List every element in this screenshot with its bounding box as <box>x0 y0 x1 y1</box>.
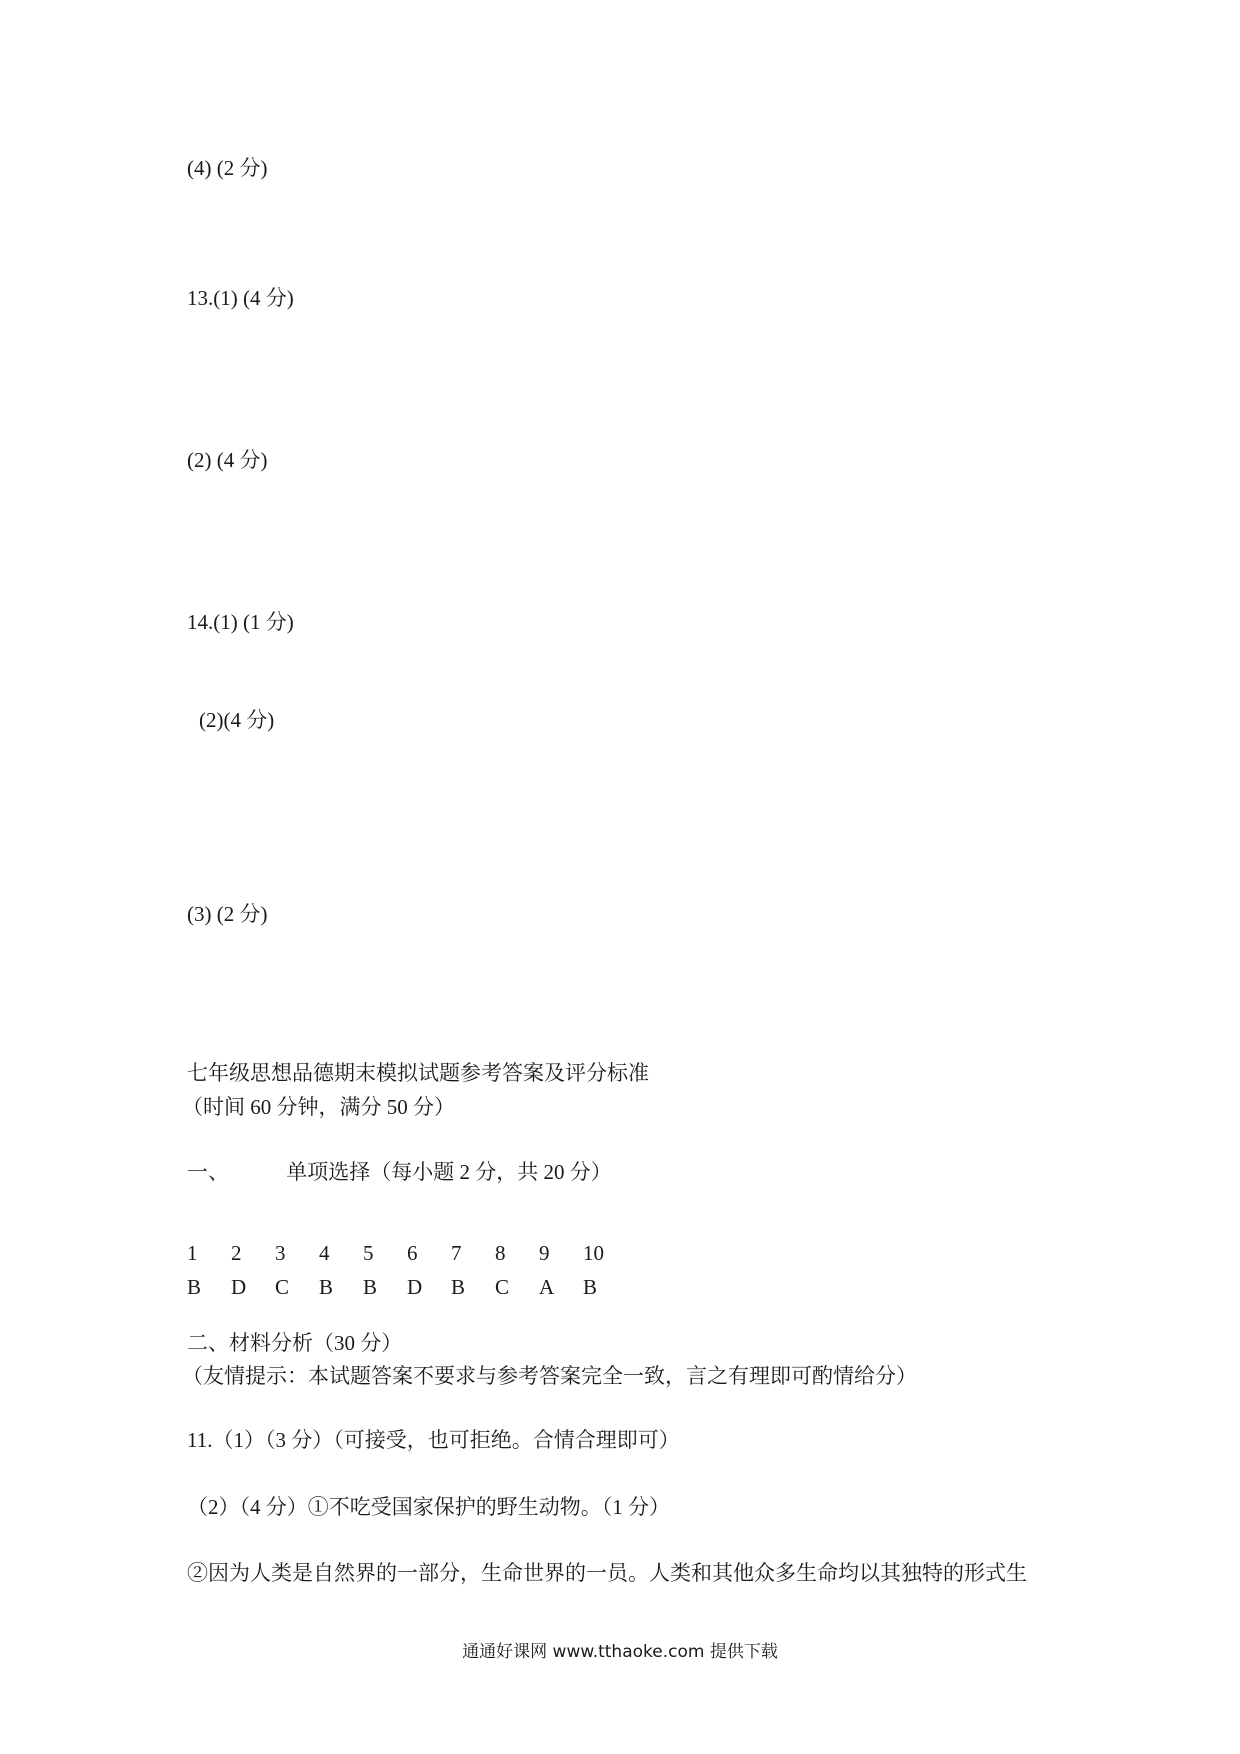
answer-key-title: 七年级思想品德期末模拟试题参考答案及评分标准 <box>187 1061 649 1085</box>
answer-11-2: （2）（4 分）①不吃受国家保护的野生动物。（1 分） <box>187 1495 670 1519</box>
question-14-3-label: (3) (2 分) <box>187 902 268 926</box>
question-14-1-label: 14.(1) (1 分) <box>187 610 294 634</box>
page-footer: 通通好课网 www.tthaoke.com 提供下载 <box>462 1642 778 1662</box>
question-13-2-label: (2) (4 分) <box>187 448 268 472</box>
question-number: 4 <box>319 1240 330 1265</box>
answer-letter: A <box>539 1274 555 1299</box>
question-12-4-label: (4) (2 分) <box>187 156 268 180</box>
question-number: 6 <box>407 1240 418 1265</box>
question-14-2-label: (2)(4 分) <box>199 708 275 732</box>
section-1-title: 单项选择（每小题 2 分，共 20 分） <box>286 1160 612 1184</box>
answer-letter: B <box>187 1274 202 1299</box>
answer-11-1: 11.（1）（3 分）（可接受，也可拒绝。合情合理即可） <box>187 1428 680 1452</box>
answer-letter: B <box>319 1274 334 1299</box>
answer-letter-row <box>187 1270 627 1304</box>
answer-letter: B <box>451 1274 466 1299</box>
question-13-1-label: 13.(1) (4 分) <box>187 286 294 310</box>
question-number-row <box>187 1236 627 1270</box>
multiple-choice-answer-table <box>187 1236 627 1304</box>
section-1-heading <box>187 1162 612 1183</box>
answer-letter: D <box>231 1274 247 1299</box>
answer-letter: B <box>363 1274 378 1299</box>
answer-letter: C <box>495 1274 510 1299</box>
question-number: 5 <box>363 1240 374 1265</box>
answer-key-time-note: （时间 60 分钟，满分 50 分） <box>182 1095 455 1119</box>
answer-letter: D <box>407 1274 423 1299</box>
section-2-tip: （友情提示：本试题答案不要求与参考答案完全一致，言之有理即可酌情给分） <box>182 1364 917 1388</box>
question-number: 7 <box>451 1240 462 1265</box>
section-2-title: 二、材料分析（30 分） <box>187 1331 403 1355</box>
question-number: 3 <box>275 1240 286 1265</box>
answer-letter: B <box>583 1274 598 1299</box>
question-number: 1 <box>187 1240 198 1265</box>
question-number: 10 <box>583 1240 604 1265</box>
question-number: 9 <box>539 1240 550 1265</box>
answer-11-2-continued: ②因为人类是自然界的一部分，生命世界的一员。人类和其他众多生命均以其独特的形式生 <box>187 1561 1027 1585</box>
section-1-number: 一、 <box>187 1160 229 1184</box>
question-number: 8 <box>495 1240 506 1265</box>
answer-letter: C <box>275 1274 290 1299</box>
question-number: 2 <box>231 1240 242 1265</box>
